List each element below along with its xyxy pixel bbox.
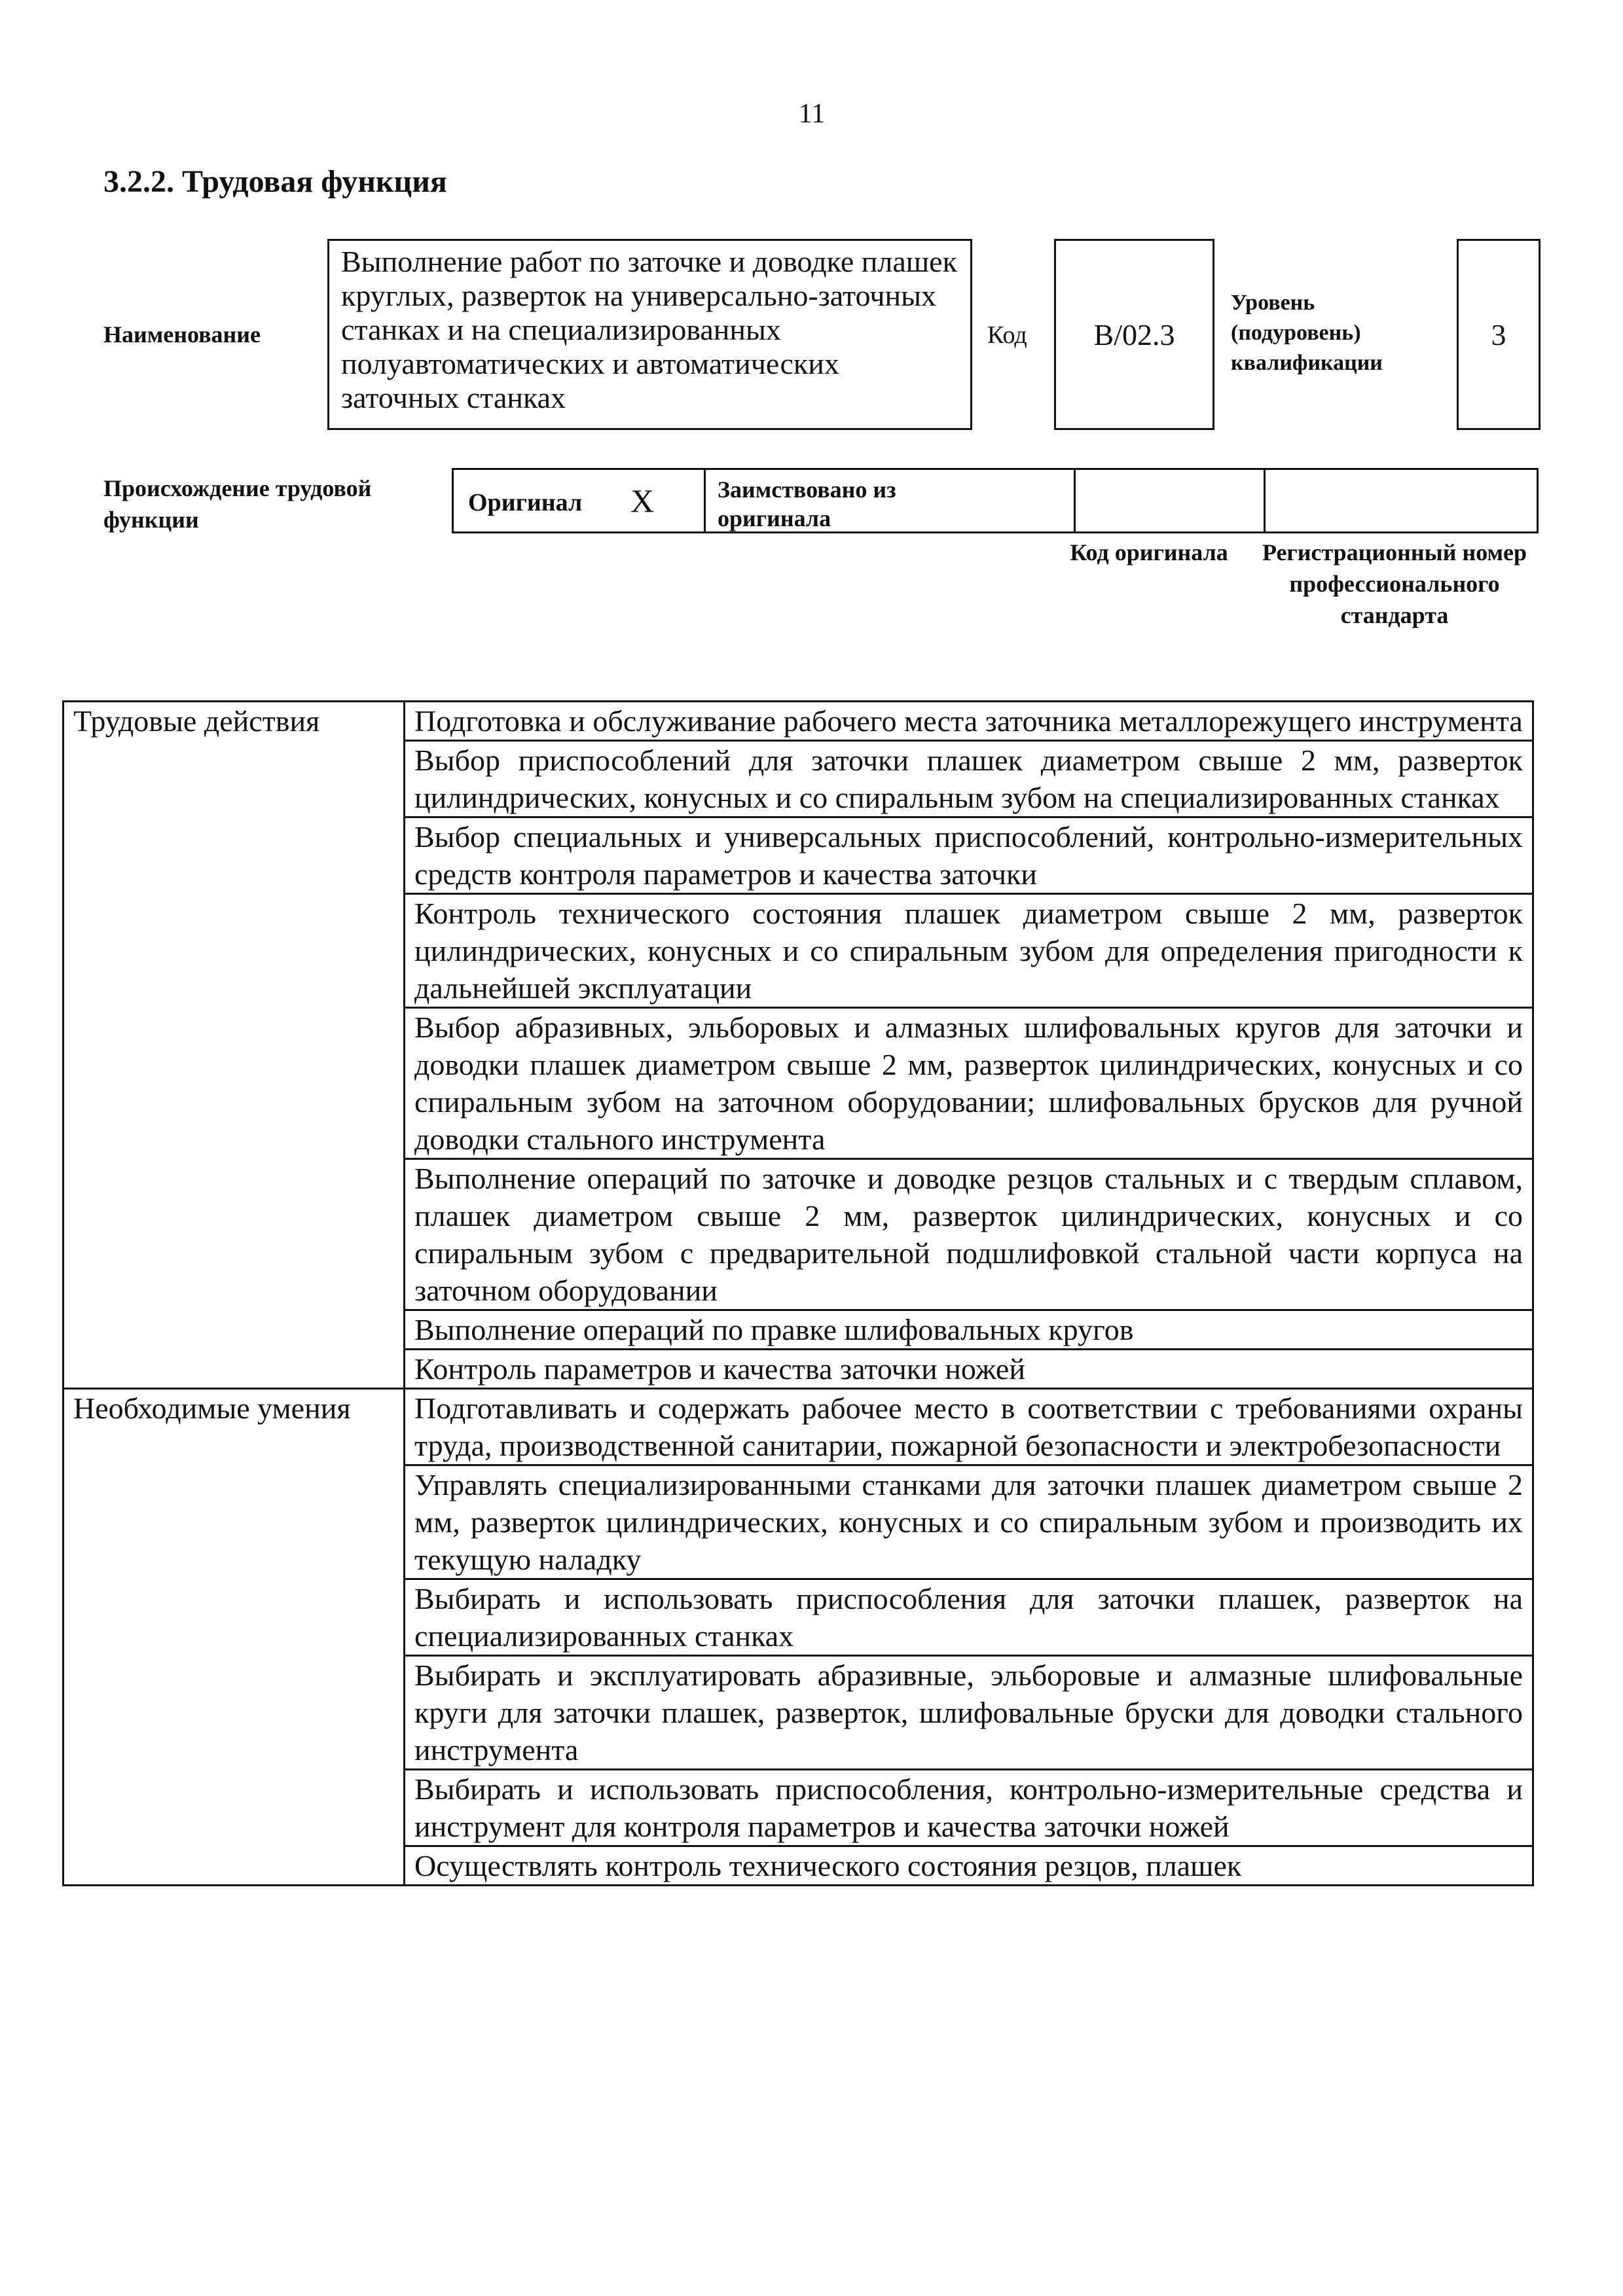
code-label: Код	[987, 321, 1027, 349]
origin-code-cell	[1076, 470, 1266, 531]
table-item-cell: Выбирать и использовать приспособления для заточки плашек, разверток на специализированных станках	[405, 1579, 1533, 1656]
table-item-cell: Выбор абразивных, эльборовых и алмазных шлифовальных кругов для заточки и доводки плашек диаметром свыше 2 мм, разверток цилиндрических, конусных и со спиральным зубом на заточном оборудовании; шлифовальных брусков для ручной доводки стального инструмента	[405, 1008, 1533, 1159]
table-item-cell: Выбор специальных и универсальных приспособлений, контрольно-измерительных средств контроля параметров и качества заточки	[405, 817, 1533, 894]
level-label: Уровень (подуровень) квалификации	[1231, 291, 1383, 375]
main-table	[62, 700, 1534, 1886]
page-number: 11	[798, 99, 826, 129]
level-value-box: 3	[1457, 239, 1541, 430]
table-item-cell: Выбирать и использовать приспособления, контрольно-измерительные средства и инструмент для контроля параметров и качества заточки ножей	[405, 1770, 1533, 1846]
section-title-cell: Необходимые умения	[64, 1389, 405, 1886]
origin-label: Происхождение трудовой функции	[103, 475, 372, 533]
table-item-cell: Подготовка и обслуживание рабочего места заточника металлорежущего инструмента	[405, 702, 1533, 741]
table-item-cell: Подготавливать и содержать рабочее место в соответствии с требованиями охраны труда, производственной санитарии, пожарной безопасности и электробезопасности	[405, 1389, 1533, 1465]
table-item-cell: Выполнение операций по правке шлифовальных кругов	[405, 1310, 1533, 1350]
name-label: Наименование	[103, 321, 261, 348]
table-item-cell: Выбор приспособлений для заточки плашек диаметром свыше 2 мм, разверток цилиндрических, конусных и со спиральным зубом на специализированных станках	[405, 741, 1533, 817]
origin-row	[452, 468, 1539, 533]
origin-reg-cell	[1266, 470, 1537, 531]
original-label: Оригинал	[468, 489, 583, 516]
original-mark: X	[630, 482, 655, 519]
section-title: 3.2.2. Трудовая функция	[103, 164, 447, 199]
code-caption: Код оригинала	[1070, 539, 1228, 565]
section-title-cell: Трудовые действия	[64, 702, 405, 1389]
borrowed-label: Заимствовано из оригинала	[718, 476, 896, 531]
code-value-box: B/02.3	[1054, 239, 1214, 430]
table-row	[64, 1389, 1533, 1465]
table-item-cell: Управлять специализированными станками для заточки плашек диаметром свыше 2 мм, разверток цилиндрических, конусных и со спиральным зубом и производить их текущую наладку	[405, 1465, 1533, 1579]
registration-caption: Регистрационный номер профессионального стандарта	[1262, 539, 1527, 628]
table-item-cell: Выполнение операций по заточке и доводке резцов стальных и с твердым сплавом, плашек диаметром свыше 2 мм, разверток цилиндрических, конусных и со спиральным зубом с предварительной подшлифовкой стальной части корпуса на заточном оборудовании	[405, 1159, 1533, 1310]
origin-original-cell	[454, 470, 706, 531]
table-item-cell: Контроль параметров и качества заточки ножей	[405, 1350, 1533, 1389]
function-name-box: Выполнение работ по заточке и доводке плашек круглых, разверток на универсально-заточных станках и на специализированных полуавтоматических и автоматических заточных станках	[327, 239, 972, 430]
origin-borrowed-cell	[706, 470, 1076, 531]
table-item-cell: Осуществлять контроль технического состояния резцов, плашек	[405, 1846, 1533, 1886]
table-item-cell: Выбирать и эксплуатировать абразивные, эльборовые и алмазные шлифовальные круги для заточки плашек, разверток, шлифовальные бруски для доводки стального инструмента	[405, 1656, 1533, 1770]
table-row	[64, 702, 1533, 741]
table-item-cell: Контроль технического состояния плашек диаметром свыше 2 мм, разверток цилиндрических, конусных и со спиральным зубом для определения пригодности к дальнейшей эксплуатации	[405, 894, 1533, 1008]
